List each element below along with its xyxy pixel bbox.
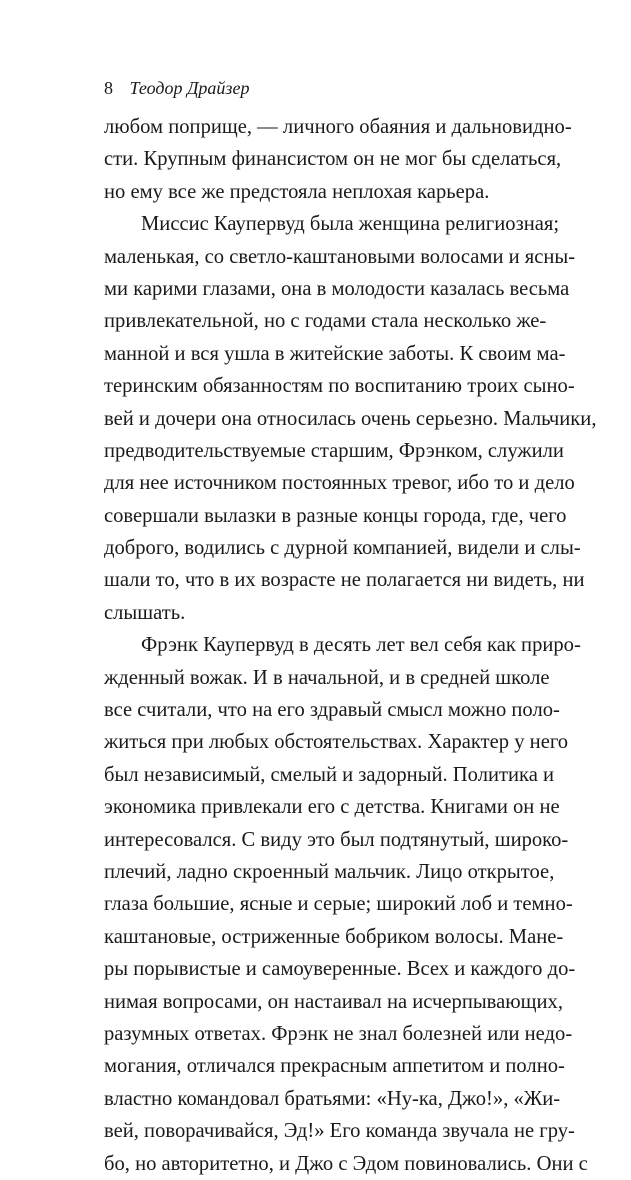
text-line: Миссис Каупервуд была женщина религиозная;: [141, 213, 560, 236]
text-line: глаза большие, ясные и серые; широкий лоб и темно-: [104, 893, 573, 916]
text-line: интересовался. С виду это был подтянутый, широко-: [104, 828, 569, 851]
text-line: маленькая, со светло-каштановыми волосами и ясны-: [104, 245, 576, 268]
text-line: ры порывистые и самоуверенные. Всех и каждого до-: [104, 958, 576, 981]
text-line: жденный вожак. И в начальной, и в средней школе: [104, 666, 550, 689]
text-line: житься при любых обстоятельствах. Характер у него: [104, 731, 569, 754]
text-line: вей и дочери она относилась очень серьезно. Мальчики,: [104, 407, 597, 430]
text-line: был независимый, смелый и задорный. Политика и: [104, 763, 555, 786]
text-line: нимая вопросами, он настаивал на исчерпывающих,: [104, 990, 563, 1013]
text-line: каштановые, остриженные бобриком волосы. Мане-: [104, 925, 564, 948]
running-header: [104, 76, 249, 100]
text-line: теринским обязанностям по воспитанию троих сыно-: [104, 375, 575, 398]
text-line: для нее источником постоянных тревог, ибо то и дело: [104, 472, 575, 495]
page-number: 8: [104, 78, 113, 98]
text-line: разумных ответах. Фрэнк не знал болезней или недо-: [104, 1022, 573, 1045]
text-line: предводительствуемые старшим, Фрэнком, служили: [104, 439, 564, 462]
text-line: ми карими глазами, она в молодости казалась весьма: [104, 277, 570, 300]
text-line: вей, поворачивайся, Эд!» Его команда звучала не гру-: [104, 1120, 575, 1143]
text-line: бо, но авторитетно, и Джо с Эдом повиновались. Они с: [104, 1152, 588, 1175]
running-title: Теодор Драйзер: [129, 78, 250, 98]
text-line: экономика привлекали его с детства. Книгами он не: [104, 796, 560, 819]
text-line: Фрэнк Каупервуд в десять лет вел себя как приро-: [141, 634, 581, 657]
text-line: плечий, ладно скроенный мальчик. Лицо открытое,: [104, 860, 555, 883]
text-line: совершали вылазки в разные концы города, где, чего: [104, 504, 567, 527]
text-line: сти. Крупным финансистом он не мог бы сделаться,: [104, 148, 562, 171]
text-line: но ему все же предстояла неплохая карьера.: [104, 180, 490, 203]
text-line: могания, отличался прекрасным аппетитом и полно-: [104, 1055, 565, 1078]
text-line: манной и вся ушла в житейские заботы. К своим ма-: [104, 342, 566, 365]
text-line: все считали, что на его здравый смысл можно поло-: [104, 699, 560, 722]
text-line: властно командовал братьями: «Ну-ка, Джо!», «Жи-: [104, 1087, 561, 1110]
body-text: [104, 111, 597, 1180]
text-line: слышать.: [104, 601, 186, 624]
text-line: привлекательной, но с годами стала несколько же-: [104, 310, 547, 333]
text-line: любом поприще, — личного обаяния и дальновидно-: [104, 116, 572, 138]
text-line: доброго, водились с дурной компанией, видели и слы-: [104, 537, 581, 560]
text-line: шали то, что в их возрасте не полагается ни видеть, ни: [104, 569, 585, 592]
